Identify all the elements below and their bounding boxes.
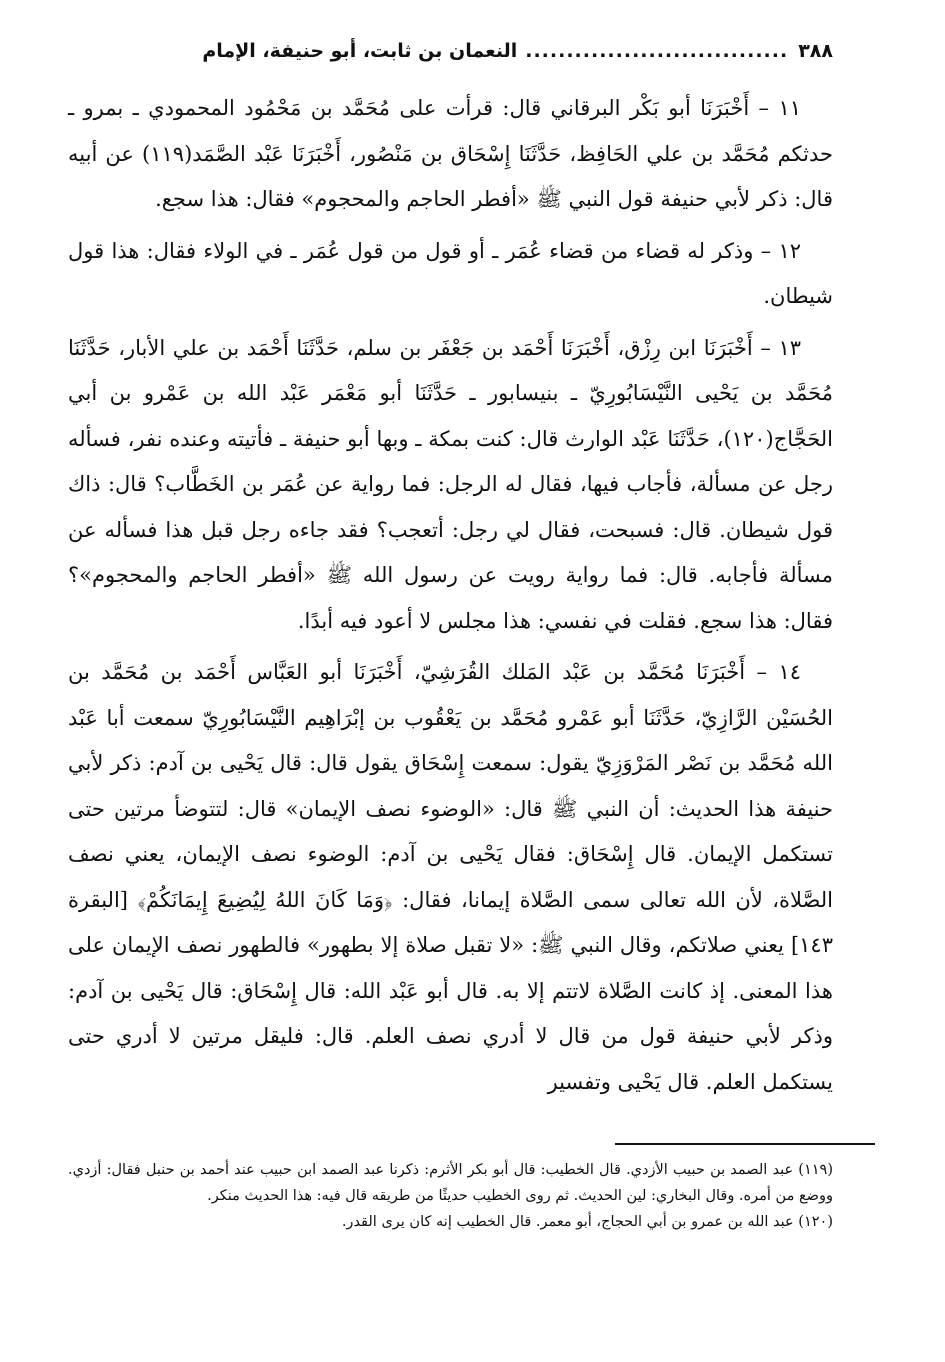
footnote-120: (١٢٠) عبد الله بن عمرو بن أبي الحجاج، أبو معمر. قال الخطيب إنه كان يرى القدر. [341,1214,833,1230]
paragraph-11: ١١ – أَخْبَرَنَا أبو بَكْر البرقاني قال: قرأت على مُحَمَّد بن مَحْمُود المحمودي ـ بمرو ـ حدثكم مُحَمَّد بن علي الحَافِظ، حَدَّثَنَا إِسْحَاق بن مَنْصُور، أَخْبَرَنَا عَبْد الصَّمَد(١١٩) عن أبيه قال: ذكر لأبي حنيفة قول النبي ﷺ «أفطر الحاجم والمحجوم» فقال: هذا سجع. [68,96,833,211]
footnote-separator [615,1143,875,1145]
footnotes [68,1157,833,1235]
header-leader-dots: ................................ [525,40,789,62]
page-number: ٣٨٨ [798,40,833,62]
running-header [68,40,833,80]
paragraph-13: ١٣ – أَخْبَرَنَا ابن رِزْق، أَخْبَرَنَا أَحْمَد بن جَعْفَر بن سلم، حَدَّثَنَا أَحْمَد بن علي الأبار، حَدَّثَنَا مُحَمَّد بن يَحْيى النَّيْسَابُورِيّ ـ بنيسابور ـ حَدَّثَنَا أبو مَعْمَر عَبْد الله بن عَمْرو بن أبي الحَجَّاج(١٢٠)، حَدَّثَنَا عَبْد الوارث قال: كنت بمكة ـ وبها أبو حنيفة ـ فأتيته وعنده نفر، فسأله رجل عن مسألة، فأجاب فيها، فقال له الرجل: فما رواية عن عُمَر بن الخَطَّاب؟ قال: ذاك قول شيطان. قال: فسبحت، فقال لي رجل: أتعجب؟ فقد جاءه رجل قبل هذا فسأله عن مسألة فأجابه. قال: فما رواية رويت عن رسول الله ﷺ «أفطر الحاجم والمحجوم»؟ فقال: هذا سجع. فقلت في نفسي: هذا مجلس لا أعود فيه أبدًا. [68,335,833,633]
running-title: النعمان بن ثابت، أبو حنيفة، الإمام [202,40,518,62]
main-text [68,86,833,1105]
paragraph-12: ١٢ – وذكر له قضاء من قضاء عُمَر ـ أو قول من قول عُمَر ـ في الولاء فقال: هذا قول شيطان. [68,238,833,308]
footnote-separator-wrap [68,1143,833,1145]
paragraph-14: ١٤ – أَخْبَرَنَا مُحَمَّد بن عَبْد المَلك القُرَشِيّ، أَخْبَرَنَا أبو العَبَّاس أَحْمَد بن مُحَمَّد بن الحُسَيْن الرَّازِيّ، حَدَّثَنَا أبو عَمْرو مُحَمَّد بن يَعْقُوب بن إبْرَاهِيم النَّيْسَابُورِيّ سمعت أبا عَبْد الله مُحَمَّد بن نَصْر المَرْوَزِيّ يقول: سمعت إِسْحَاق يقول قال: قال يَحْيى بن آدم: ذكر لأبي حنيفة هذا الحديث: أن النبي ﷺ قال: «الوضوء نصف الإيمان» قال: لتتوضأ مرتين حتى تستكمل الإيمان. قال إِسْحَاق: فقال يَحْيى بن آدم: الوضوء نصف الإيمان، يعني نصف الصَّلاة، لأن الله تعالى سمى الصَّلاة إيمانا، فقال: ﴿وَمَا كَانَ اللهُ لِيُضِيعَ إِيمَانَكُمْ﴾ [البقرة ١٤٣] يعني صلاتكم، وقال النبي ﷺ: «لا تقبل صلاة إلا بطهور» فالطهور نصف الإيمان على هذا المعنى. إذ كانت الصَّلاة لاتتم إلا به. قال أبو عَبْد الله: قال إِسْحَاق: قال يَحْيى بن آدم: وذكر لأبي حنيفة قول من قال لا أدري نصف العلم. قال: فليقل مرتين لا أدري حتى يستكمل العلم. قال يَحْيى وتفسير [68,660,833,1094]
footnote-119: (١١٩) عبد الصمد بن حبيب الأزدي. قال الخطيب: قال أبو بكر الأثرم: ذكرنا عبد الصمد ابن حبيب عند أحمد بن حنبل فقال: أزدي. ووضع من أمره. وقال البخاري: لين الحديث. ثم روى الخطيب حديثًا من طريقه قال فيه: هذا الحديث منكر. [68,1162,833,1204]
